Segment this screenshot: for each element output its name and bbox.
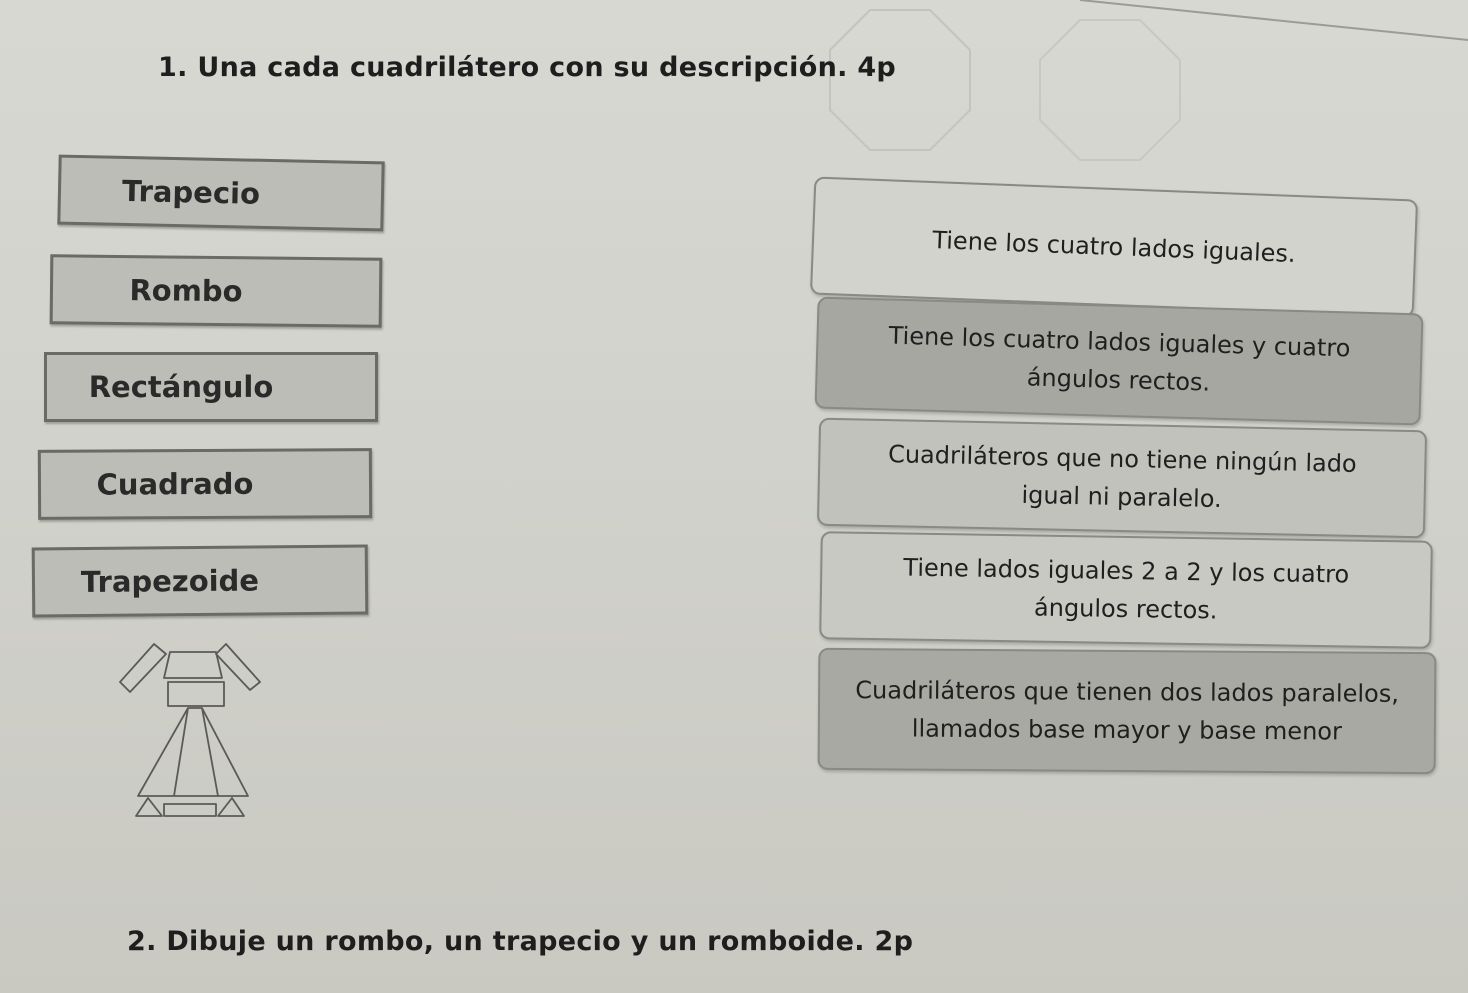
term-card-trapecio[interactable] [57,155,384,232]
description-text: Tiene los cuatro lados iguales y cuatro ángulos rectos. [888,321,1351,397]
figure-left-foot [136,798,162,816]
question-2-title: 2. Dibuje un rombo, un trapecio y un romboide. 2p [127,926,914,957]
term-card-rombo[interactable] [50,254,383,327]
figure-head [168,682,224,706]
term-card-trapezoide[interactable] [32,545,369,618]
term-label: Rectángulo [88,370,274,404]
description-card[interactable] [815,297,1424,426]
figure-body [138,708,248,796]
description-text: Cuadriláteros que tienen dos lados paralelos, llamados base mayor y base menor [855,676,1400,746]
figure-left-arm [120,644,166,692]
term-label: Cuadrado [96,466,254,502]
term-label: Trapecio [121,173,261,211]
term-card-cuadrado[interactable] [38,448,372,520]
description-text: Tiene lados iguales 2 a 2 y los cuatro ángulos rectos. [903,553,1350,625]
description-text: Cuadriláteros que no tiene ningún lado igual ni paralelo. [887,440,1357,514]
description-text: Tiene los cuatro lados iguales. [931,226,1297,268]
description-card[interactable] [818,648,1437,774]
shapes-figure-illustration [118,640,268,825]
figure-hat [164,652,222,678]
term-label: Rombo [129,273,243,309]
description-card[interactable] [819,531,1433,649]
description-card[interactable] [810,176,1418,317]
figure-right-foot [218,798,244,816]
term-card-rectangulo[interactable] [44,352,378,422]
term-label: Trapezoide [80,563,260,600]
figure-feet-base [164,804,216,816]
figure-body-line [202,708,218,796]
octagon-shape [1040,20,1180,160]
figure-right-arm [216,644,260,690]
question-1-title: 1. Una cada cuadrilátero con su descripción. 4p [158,52,897,83]
description-card[interactable] [817,418,1427,539]
